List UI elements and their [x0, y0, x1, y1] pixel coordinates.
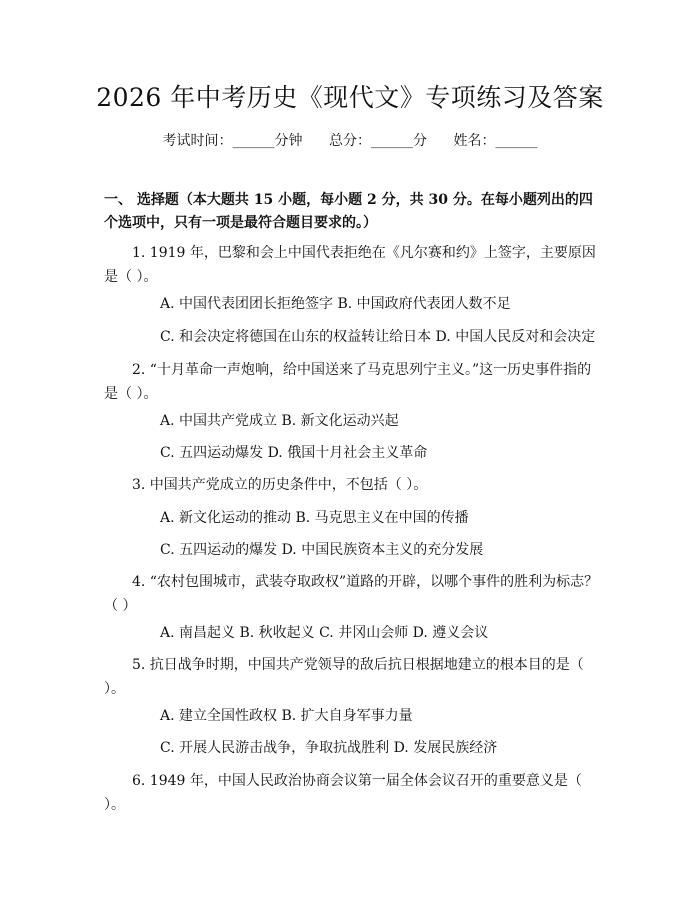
question-1-options-line-2: C. 和会决定将德国在山东的权益转让给日本 D. 中国人民反对和会决定 — [160, 329, 596, 345]
question-1: 1. 1919 年，巴黎和会上中国代表拒绝在《凡尔赛和约》上签字，主要原因是（ ）。 — [104, 245, 596, 285]
exam-score: 总分：______分 — [329, 133, 427, 149]
question-2-options-line-2: C. 五四运动爆发 D. 俄国十月社会主义革命 — [160, 445, 428, 461]
question-2-options-line-1: A. 中国共产党成立 B. 新文化运动兴起 — [160, 413, 399, 429]
exam-meta — [0, 128, 700, 154]
exam-name: 姓名：______ — [453, 133, 538, 149]
question-2: 2. “十月革命一声炮响，给中国送来了马克思列宁主义。”这一历史事件指的是（ ）。 — [104, 362, 592, 402]
exam-time: 考试时间：______分钟 — [162, 133, 303, 149]
question-5-options-line-1: A. 建立全国性政权 B. 扩大自身军事力量 — [160, 708, 413, 724]
question-5: 5. 抗日战争时期，中国共产党领导的敌后抗日根据地建立的根本目的是（ ）。 — [104, 657, 584, 697]
section-heading: 一、 选择题（本大题共 15 小题，每小题 2 分，共 30 分。在每小题列出的四个选项中，只有一项是最符合题目要求的。） — [104, 192, 593, 231]
question-1-options-line-1: A. 中国代表团团长拒绝签字 B. 中国政府代表团人数不足 — [160, 296, 511, 312]
question-4-options-line-1: A. 南昌起义 B. 秋收起义 C. 井冈山会师 D. 遵义会议 — [160, 625, 489, 641]
question-3-options-line-1: A. 新文化运动的推动 B. 马克思主义在中国的传播 — [160, 510, 469, 526]
page-title: 2026 年中考历史《现代文》专项练习及答案 — [96, 83, 604, 112]
question-3-options-line-2: C. 五四运动的爆发 D. 中国民族资本主义的充分发展 — [160, 542, 484, 558]
question-3: 3. 中国共产党成立的历史条件中，不包括（ ）。 — [132, 477, 428, 493]
question-4: 4. “农村包围城市，武装夺取政权”道路的开辟，以哪个事件的胜利为标志？（ ） — [104, 574, 599, 614]
question-5-options-line-2: C. 开展人民游击战争，争取抗战胜利 D. 发展民族经济 — [160, 740, 498, 756]
question-6: 6. 1949 年，中国人民政治协商会议第一届全体会议召开的重要意义是（ ）。 — [104, 773, 582, 813]
